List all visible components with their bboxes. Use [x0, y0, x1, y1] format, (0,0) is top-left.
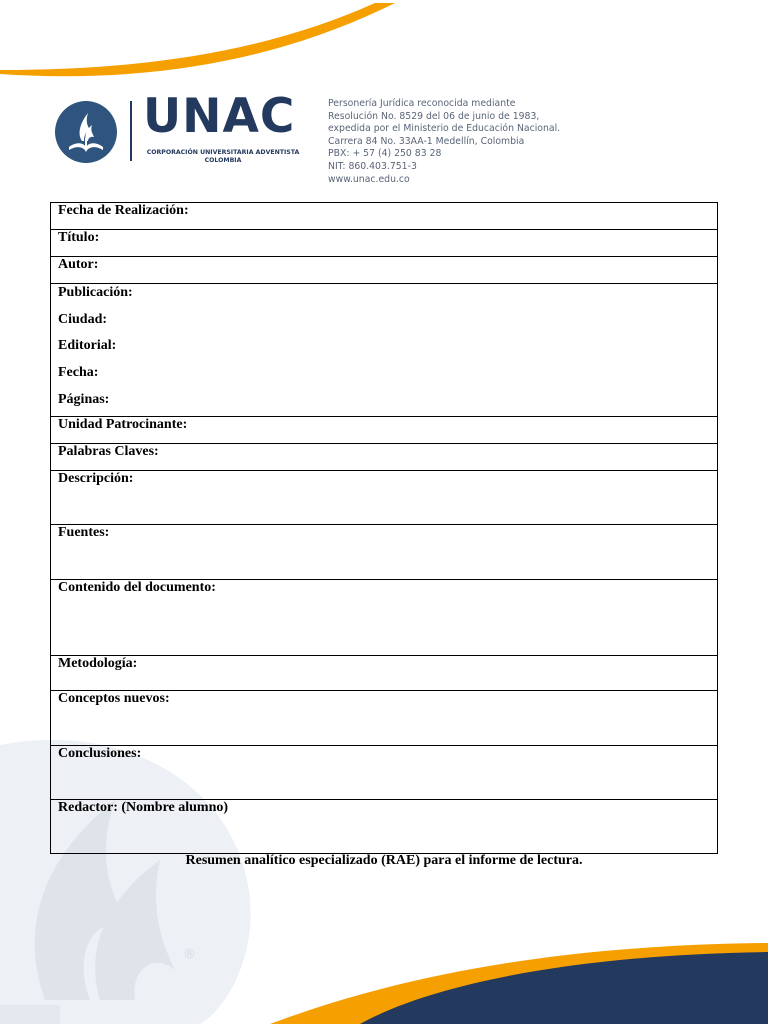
field-titulo[interactable] [51, 230, 718, 257]
row-titulo [51, 230, 718, 257]
brand-name: UNAC [143, 89, 296, 144]
brand-subtitle [143, 149, 303, 166]
row-descripcion [51, 470, 718, 524]
legal-line-7: www.unac.edu.co [328, 173, 410, 185]
legal-line-1: Personería Jurídica reconocida mediante [328, 98, 516, 109]
field-autor[interactable] [51, 257, 718, 284]
label-publicacion: Publicación: [58, 285, 133, 300]
field-conclusiones[interactable] [51, 745, 718, 799]
label-redactor: Redactor: (Nombre alumno) [58, 799, 229, 815]
rae-form-table [50, 202, 718, 854]
label-unidad: Unidad Patrocinante: [58, 416, 188, 432]
row-autor [51, 257, 718, 284]
label-descripcion: Descripción: [58, 470, 134, 486]
legal-line-5: PBX: + 57 (4) 250 83 28 [328, 148, 442, 160]
legal-line-4: Carrera 84 No. 33AA-1 Medellín, Colombia [328, 135, 525, 147]
field-unidad[interactable] [51, 416, 718, 443]
label-contenido: Contenido del documento: [58, 579, 216, 595]
header [55, 89, 735, 191]
row-unidad [51, 416, 718, 443]
field-fecha-realizacion[interactable] [51, 203, 718, 230]
label-ciudad: Ciudad: [58, 311, 108, 327]
brand-subtitle-line-2: COLOMBIA [204, 157, 242, 165]
field-publicacion[interactable] [51, 284, 718, 417]
field-contenido[interactable] [51, 579, 718, 655]
label-metodologia: Metodología: [58, 655, 138, 671]
row-palabras [51, 443, 718, 470]
field-descripcion[interactable] [51, 470, 718, 524]
legal-line-6: NIT: 860.403.751-3 [328, 160, 417, 172]
label-autor: Autor: [58, 257, 99, 272]
field-redactor[interactable] [51, 799, 718, 853]
label-fecha: Fecha: [58, 365, 99, 381]
field-conceptos[interactable] [51, 690, 718, 745]
legal-line-2: Resolución No. 8529 del 06 de junio de 1983, [328, 110, 540, 122]
document-caption: Resumen analítico especializado (RAE) para el informe de lectura. [185, 853, 583, 868]
row-fecha-realizacion [51, 203, 718, 230]
field-metodologia[interactable] [51, 655, 718, 690]
label-paginas: Páginas: [58, 391, 110, 407]
row-conceptos [51, 690, 718, 745]
registered-mark: ® [183, 947, 196, 962]
row-conclusiones [51, 745, 718, 799]
row-publicacion [51, 284, 718, 417]
label-fecha-realizacion: Fecha de Realización: [58, 203, 189, 218]
label-titulo: Título: [58, 230, 100, 245]
label-palabras: Palabras Claves: [58, 443, 159, 459]
field-palabras[interactable] [51, 443, 718, 470]
row-redactor [51, 799, 718, 853]
label-editorial: Editorial: [58, 338, 117, 354]
row-metodologia [51, 655, 718, 690]
adventist-flame-bible-icon [55, 101, 117, 163]
logo-divider [130, 101, 132, 161]
label-conclusiones: Conclusiones: [58, 745, 142, 761]
legal-line-3: expedida por el Ministerio de Educación Nacional. [328, 123, 561, 135]
legal-info [328, 98, 560, 186]
field-fuentes[interactable] [51, 524, 718, 579]
label-fuentes: Fuentes: [58, 524, 110, 540]
row-fuentes [51, 524, 718, 579]
brand-subtitle-line-1: CORPORACIÓN UNIVERSITARIA ADVENTISTA [146, 149, 300, 156]
label-conceptos: Conceptos nuevos: [58, 690, 170, 706]
row-contenido [51, 579, 718, 655]
